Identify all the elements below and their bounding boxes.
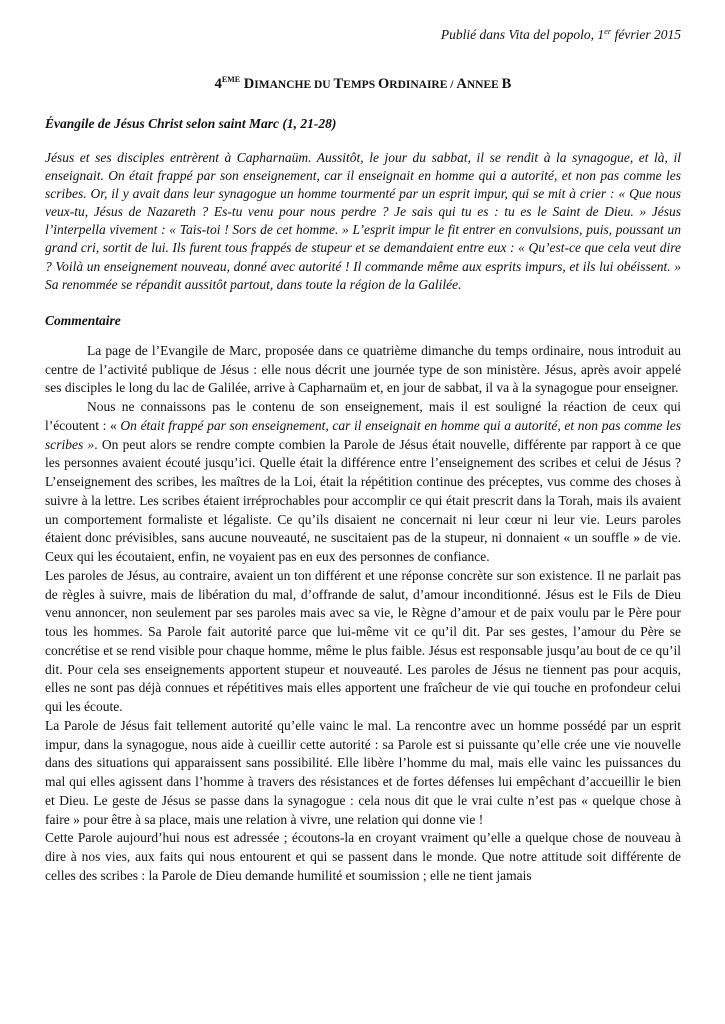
title-d-cap: D [240, 76, 255, 92]
paragraph-2-rest: . On peut alors se rendre compte combien la Parole de Jésus était nouvelle, différente par rapport à ce que les personnes avaient écouté jusqu’ici. Quelle était la différence entre l’enseignement des scribes et celui de Jésus ? L’enseignement des scribes, les maîtres de la Loi, était la répétition continue des préceptes, vus comme des choses à suivre à la lettre. Les scribes étaient irréprochables pour accomplir ce qui était prescrit dans la Torah, mais ils avaient un comportement formaliste et légaliste. Ce qu’ils disaient ne concernait ni leur cœur ni leur vie. Leurs paroles étaient donc prévisibles, sans aucune nouveauté, ne suscitaient pas de la stupeur, ni donnaient « un souffle » de vie. Ceux qui les écoutaient, enfin, ne voyaient pas en eux des personnes de confiance. [45, 436, 681, 564]
title-num: 4 [214, 76, 222, 92]
commentary-title: Commentaire [45, 312, 121, 328]
gospel-text: Jésus et ses disciples entrèrent à Capharnaüm. Aussitôt, le jour du sabbat, il se rendit à la synagogue, et là, il enseignait. On était frappé par son enseignement, car il enseignait en homme qui a autorité, et non pas comme les scribes. Or, il y avait dans leur synagogue un homme tourmenté par un esprit impur, qui se mit à crier : « Que nous veux-tu, Jésus de Nazareth ? Es-tu venu pour nous perdre ? Je sais qui tu es : tu es le Saint de Dieu. » Jésus l’interpella vivement : « Tais-toi ! Sors de cet homme. » L’esprit impur le fit entrer en convulsions, puis, poussant un grand cri, sortit de lui. Ils furent tous frappés de stupeur et se demandaient entre eux : « Qu’est-ce que cela veut dire ? Voilà un enseignement nouveau, donné avec autorité ! Il commande même aux esprits impurs, et ils lui obéissent. » Sa renommée se répandit aussitôt partout, dans toute la région de la Galilée. [45, 150, 681, 292]
document-title [45, 74, 681, 95]
title-o-rest: RDINAIRE / [389, 79, 457, 91]
commentary-paragraph-2 [45, 398, 681, 567]
publication-sup: er [604, 26, 612, 36]
paragraph-2-intro: Nous ne connaissons pas le contenu de son enseignement, mais il est souligné la réaction de ceux qui l’écoutent : « [45, 399, 681, 433]
publication-suffix: février 2015 [611, 27, 681, 42]
gospel-title: Évangile de Jésus Christ selon saint Marc (1, 21-28) [45, 116, 337, 131]
commentary-body [45, 342, 681, 886]
title-o-cap: O [377, 76, 390, 92]
publication-line [45, 26, 681, 44]
commentary-paragraph-3: Les paroles de Jésus, au contraire, avaient un ton différent et une réponse concrète sur son existence. Il ne parlait pas de règles à suivre, mais de libération du mal, d’offrande de salut, d’amour inconditionné. Jésus est le Fils de Dieu venu annoncer, non seulement par ses paroles mais avec sa vie, le Règne d’amour et de paix voulu par le Père pour tous les hommes. Sa Parole fait autorité parce que lui-même vit ce qu’il dit. Par ses gestes, l’amour du Père se concrétise et se rend visible pour chaque homme, même le plus faible. Jésus est responsable jusqu’au bout de ce qu’il dit. Pour cela ses enseignements apportent stupeur et nouveauté. Les paroles de Jésus ne tiennent pas pour acquis, elles ne sont pas déjà connues et répétitives mais elles apportent une fraîcheur de vie qui touche en profondeur celui qui les écoute. [45, 567, 681, 714]
title-a-rest: NNEE [466, 79, 502, 91]
title-d-rest: IMANCHE DU [254, 79, 334, 91]
publication-prefix: Publié dans Vita del popolo, 1 [440, 27, 605, 42]
title-t-rest: EMPS [343, 79, 378, 91]
title-sup: EME [221, 75, 241, 84]
title-t-cap: T [333, 76, 344, 92]
commentary-paragraph-1: La page de l’Evangile de Marc, proposée dans ce quatrième dimanche du temps ordinaire, nous introduit au centre de l’activité publique de Jésus : elle nous décrit une journée type de son ministère. Jésus, après avoir appelé ses disciples le long du lac de Galilée, arrive à Capharnaüm et, en jour de sabbat, il va à la synagogue pour enseigner. [45, 342, 681, 396]
commentary-paragraph-4: La Parole de Jésus fait tellement autorité qu’elle vainc le mal. La rencontre avec un homme possédé par un esprit impur, dans la synagogue, nous aide à cueillir cette autorité : sa Parole est si puissante qu’elle crée une vie nouvelle dans des situations qui apparaissent sans possibilité. Elle libère l’homme du mal, mais elle vainc les puissances du mal qui elles agissent dans l’homme à travers des résistances et de fortes défenses lui empêchant d’accueillir le bien et Dieu. Le geste de Jésus se passe dans la synagogue : cela nous dit que le vrai culte n’est pas « quelque chose à faire » pour être à sa place, mais une relation à vivre, une relation qui donne vie ! [45, 717, 681, 827]
paragraph-2-quote: On était frappé par son enseignement, car il enseignait en homme qui a autorité, et non pas comme les scribes » [45, 417, 681, 452]
title-b: B [501, 76, 512, 92]
commentary-paragraph-5: Cette Parole aujourd’hui nous est adressée ; écoutons-la en croyant vraiment qu’elle a quelque chose de nouveau à dire à nos vies, aux faits qui nous entourent et qui se passent dans le monde. Que notre attitude soit différente de celles des scribes : la Parole de Dieu demande humilité et soumission ; elle ne tient jamais [45, 830, 681, 883]
title-a-cap: A [456, 76, 467, 92]
